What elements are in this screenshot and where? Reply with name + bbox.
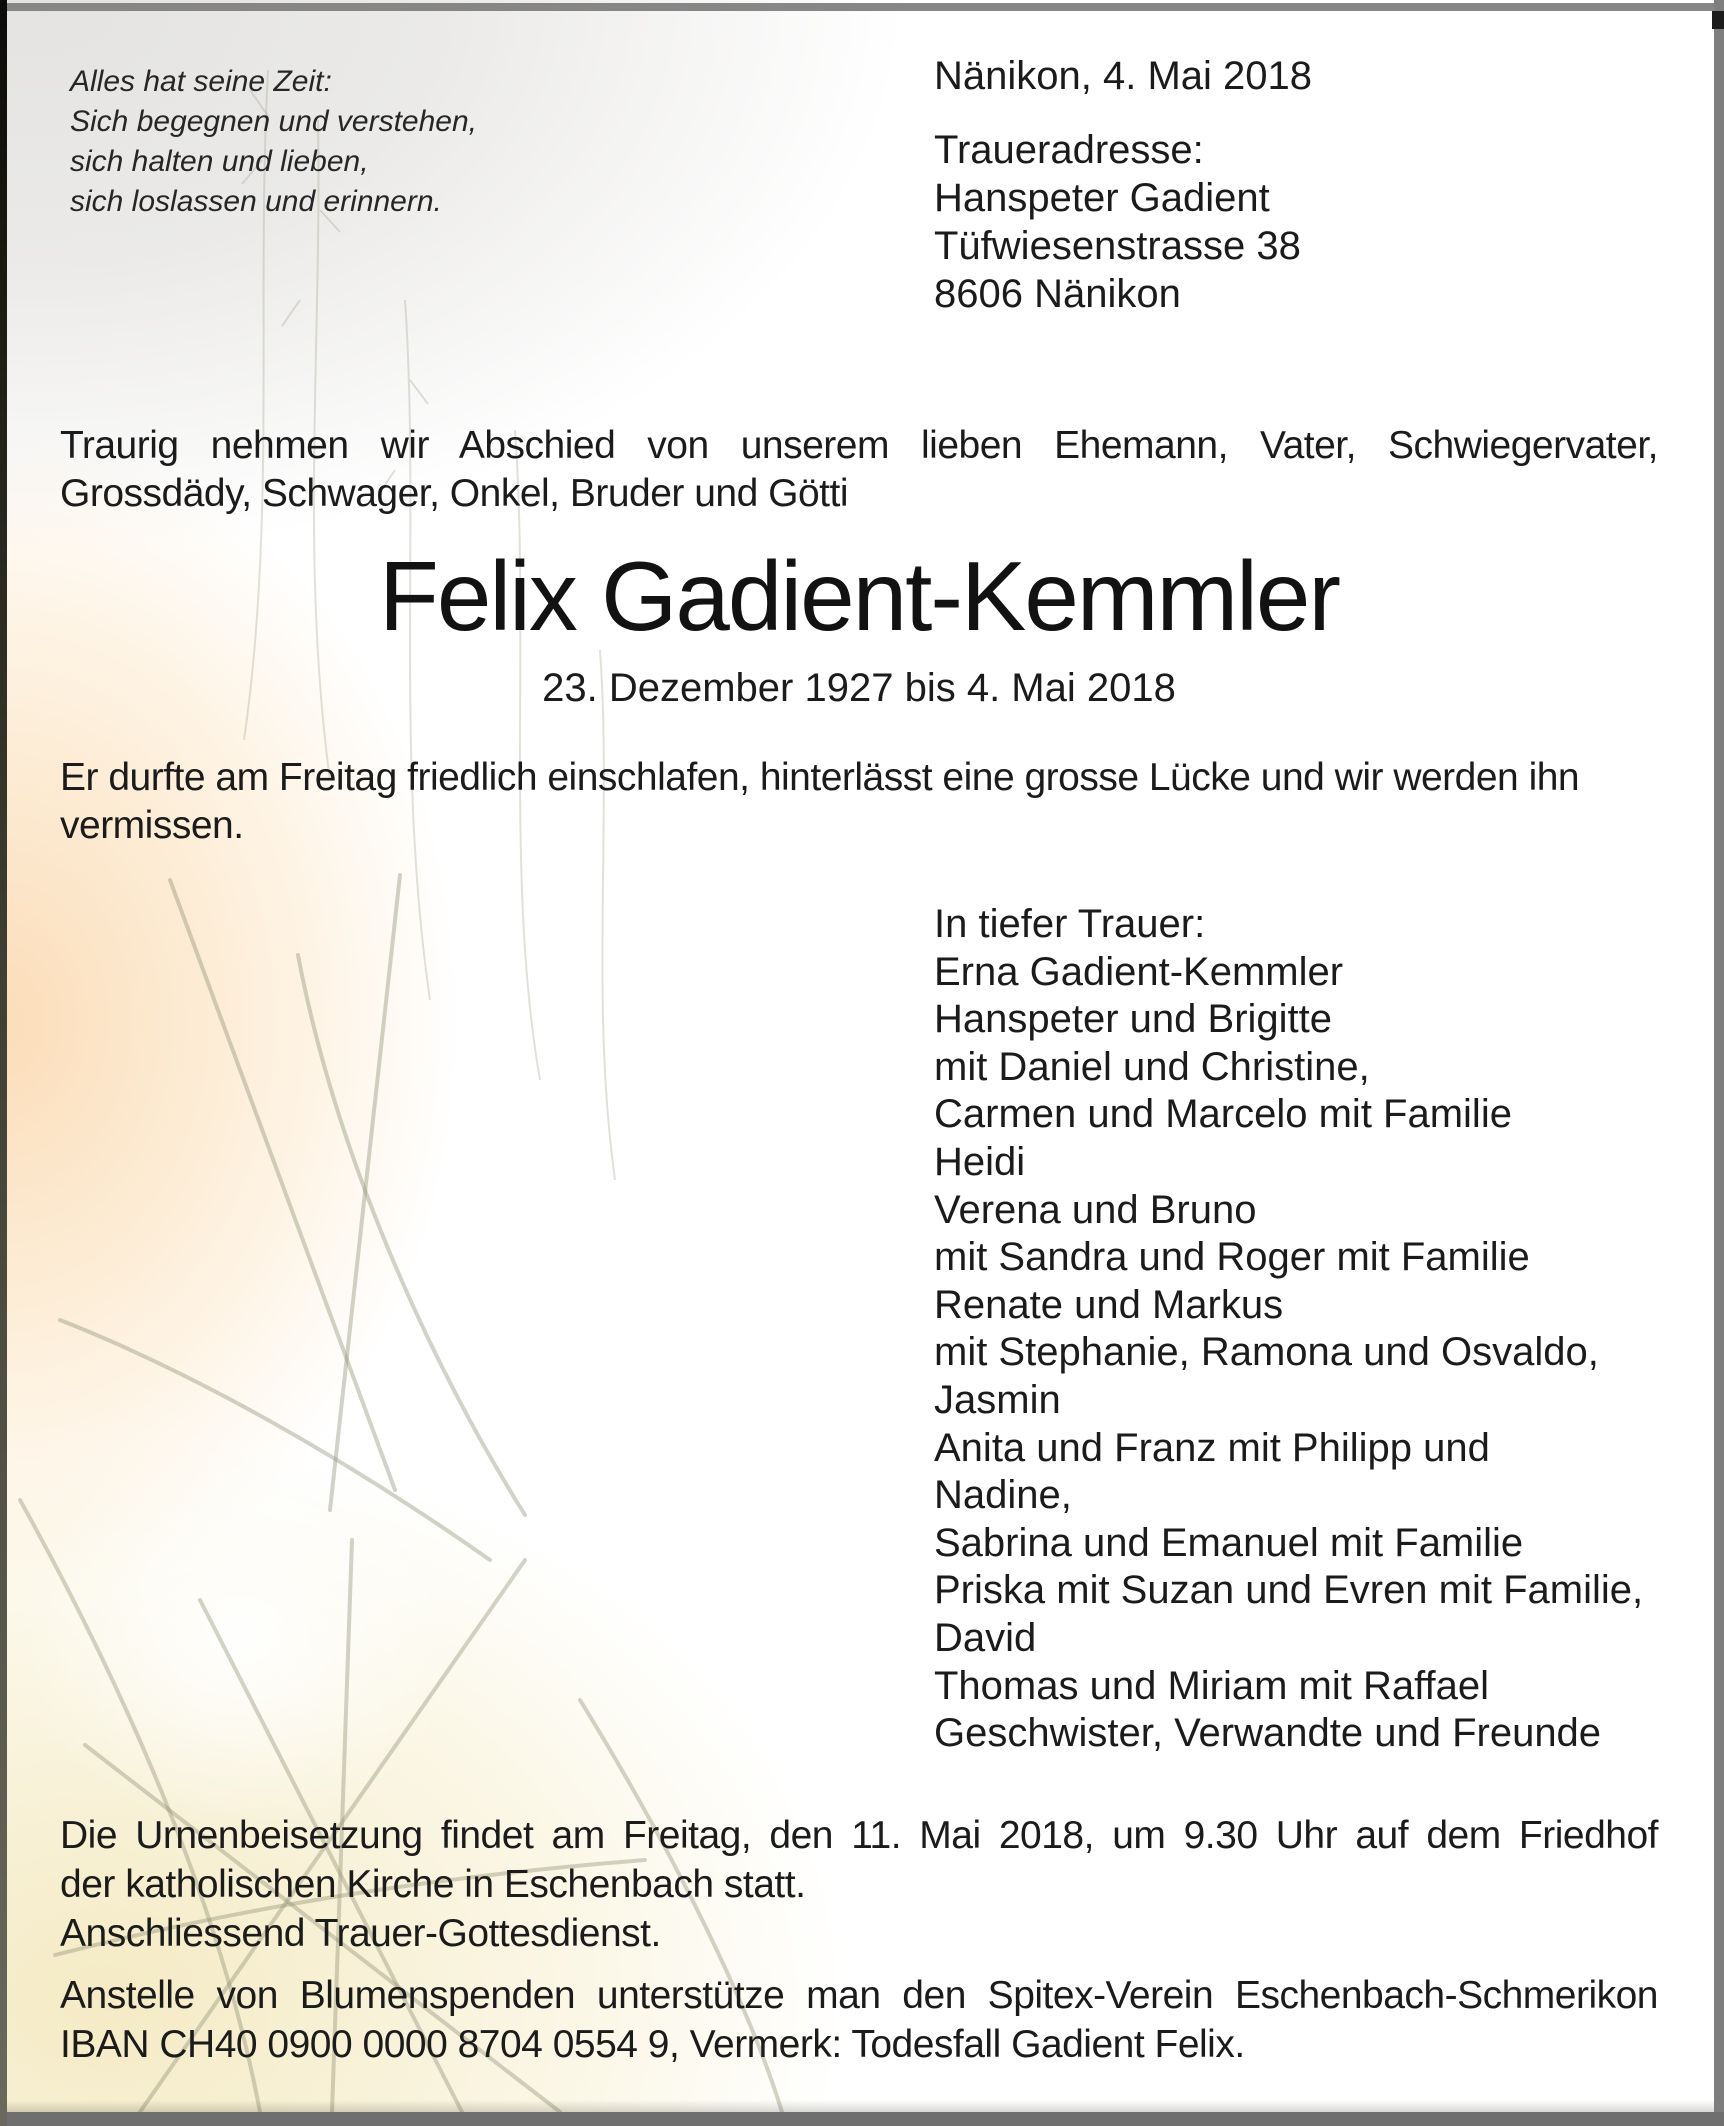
funeral-line: der katholischen Kirche in Eschenbach statt. bbox=[60, 1863, 806, 1906]
intro-line: Grossdädy, Schwager, Onkel, Bruder und Götti bbox=[60, 472, 849, 515]
deceased-name: Felix Gadient-Kemmler bbox=[378, 541, 1340, 651]
scan-edge-right bbox=[1714, 0, 1724, 2126]
mourner-entry: David bbox=[934, 1615, 1037, 1660]
farewell-line: Er durfte am Freitag friedlich einschlafen, hinterlässt eine grosse Lücke und wir werden ihn bbox=[60, 756, 1580, 799]
intro-line: Traurig nehmen wir Abschied von unserem lieben Ehemann, Vater, Schwiegervater, bbox=[60, 424, 1658, 467]
location-date: Nänikon, 4. Mai 2018 bbox=[934, 54, 1313, 98]
mourner-entry: Priska mit Suzan und Evren mit Familie, bbox=[934, 1568, 1644, 1613]
mourner-entry: Sabrina und Emanuel mit Familie bbox=[934, 1520, 1524, 1565]
mourner-entry: Thomas und Miriam mit Raffael bbox=[934, 1663, 1489, 1708]
epigraph-line: Sich begegnen und verstehen, bbox=[70, 105, 477, 138]
funeral-line: Anschliessend Trauer-Gottesdienst. bbox=[60, 1912, 661, 1955]
scan-bottom-shadow bbox=[0, 2100, 1724, 2112]
epigraph-line: Alles hat seine Zeit: bbox=[70, 65, 332, 98]
mourner-entry: Heidi bbox=[934, 1139, 1026, 1184]
donation-line: IBAN CH40 0900 0000 8704 0554 9, Vermerk: Todesfall Gadient Felix. bbox=[60, 2023, 1245, 2066]
epigraph bbox=[70, 62, 477, 222]
scan-edge-top bbox=[6, 3, 1724, 11]
mourner-entry: Nadine, bbox=[934, 1473, 1072, 1518]
mourning-address-name: Hanspeter Gadient bbox=[934, 176, 1270, 220]
funeral-line: Die Urnenbeisetzung findet am Freitag, den 11. Mai 2018, um 9.30 Uhr auf dem Friedhof bbox=[60, 1814, 1658, 1857]
scan-edge-left bbox=[0, 0, 7, 2126]
mourning-address-label: Traueradresse: bbox=[934, 128, 1204, 172]
funeral-info bbox=[60, 1811, 1658, 1958]
mourning-address-city: 8606 Nänikon bbox=[934, 272, 1181, 316]
scan-corner-mark bbox=[1712, 11, 1724, 29]
mourner-entry: Renate und Markus bbox=[934, 1282, 1284, 1327]
mourner-entry: Hanspeter und Brigitte bbox=[934, 997, 1333, 1042]
mourner-entry: Erna Gadient-Kemmler bbox=[934, 949, 1344, 994]
mourner-entry: mit Sandra und Roger mit Familie bbox=[934, 1235, 1530, 1280]
donation-line: Anstelle von Blumenspenden unterstütze man den Spitex-Verein Eschenbach-Schmerikon bbox=[60, 1974, 1658, 2017]
intro-paragraph bbox=[60, 422, 1658, 518]
mourners-list bbox=[934, 901, 1643, 1758]
epigraph-line: sich halten und lieben, bbox=[70, 145, 369, 178]
donation-info bbox=[60, 1971, 1658, 2069]
mourners-heading: In tiefer Trauer: bbox=[934, 902, 1206, 946]
mourner-entry: Verena und Bruno bbox=[934, 1187, 1257, 1232]
scan-edge-bottom bbox=[0, 2112, 1724, 2126]
mourning-address-street: Tüfwiesenstrasse 38 bbox=[934, 224, 1301, 268]
mourner-entry: mit Daniel und Christine, bbox=[934, 1044, 1370, 1089]
epigraph-line: sich loslassen und erinnern. bbox=[70, 185, 442, 218]
mourner-entry: Carmen und Marcelo mit Familie bbox=[934, 1092, 1512, 1137]
mourner-entry: Jasmin bbox=[934, 1377, 1061, 1422]
mourning-address bbox=[934, 126, 1301, 318]
mourner-entry: mit Stephanie, Ramona und Osvaldo, bbox=[934, 1330, 1599, 1375]
mourner-entry: Anita und Franz mit Philipp und bbox=[934, 1425, 1490, 1470]
farewell-message bbox=[60, 754, 1658, 850]
farewell-line: vermissen. bbox=[60, 804, 244, 847]
mourner-entry: Geschwister, Verwandte und Freunde bbox=[934, 1711, 1602, 1756]
life-dates: 23. Dezember 1927 bis 4. Mai 2018 bbox=[542, 666, 1176, 710]
